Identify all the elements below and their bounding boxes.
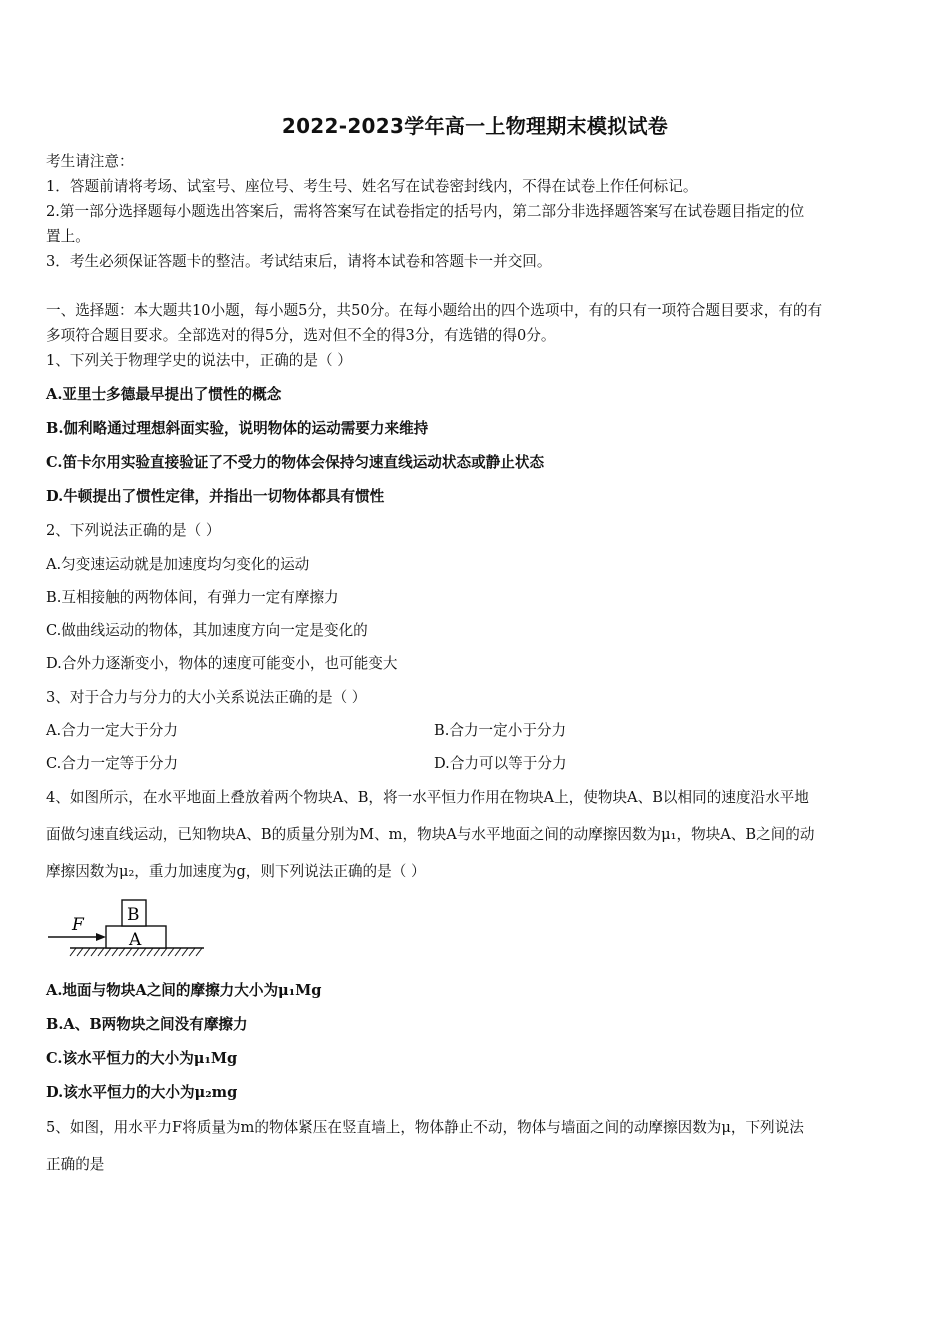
- notice-item-3: 3．考生必须保证答题卡的整洁。考试结束后，请将本试卷和答题卡一并交回。: [46, 253, 552, 270]
- q4-option-b: B.A、B两物块之间没有摩擦力: [46, 1016, 248, 1033]
- q4-option-c: C.该水平恒力的大小为μ₁Mg: [46, 1050, 238, 1067]
- q1-option-b: B.伽利略通过理想斜面实验，说明物体的运动需要力来维持: [46, 420, 429, 437]
- q2-option-b: B.互相接触的两物体间，有弹力一定有摩擦力: [46, 589, 339, 606]
- block-b-label: B: [127, 905, 140, 925]
- notice-item-2-cont: 置上。: [46, 228, 90, 245]
- q1-stem: 1、下列关于物理学史的说法中，正确的是（ ）: [46, 352, 352, 369]
- q3-option-a: A.合力一定大于分力: [46, 722, 178, 739]
- q4-stem-3: 摩擦因数为μ₂，重力加速度为g，则下列说法正确的是（ ）: [46, 863, 426, 880]
- notice-heading: 考生请注意：: [46, 153, 134, 170]
- q3-option-c: C.合力一定等于分力: [46, 755, 179, 772]
- q5-stem-1: 5、如图，用水平力F将质量为m的物体紧压在竖直墙上，物体静止不动，物体与墙面之间的动摩擦因数为μ，下列说法: [46, 1119, 804, 1136]
- block-a-label: A: [129, 930, 142, 950]
- q4-stem-1: 4、如图所示，在水平地面上叠放着两个物块A、B，将一水平恒力作用在物块A上，使物块A、B以相同的速度沿水平地: [46, 789, 809, 806]
- q2-option-a: A.匀变速运动就是加速度均匀变化的运动: [46, 556, 310, 573]
- q2-option-c: C.做曲线运动的物体，其加速度方向一定是变化的: [46, 622, 368, 639]
- q2-option-d: D.合外力逐渐变小，物体的速度可能变小，也可能变大: [46, 655, 398, 672]
- q3-stem: 3、对于合力与分力的大小关系说法正确的是（ ）: [46, 689, 367, 706]
- q4-option-a: A.地面与物块A之间的摩擦力大小为μ₁Mg: [46, 982, 322, 999]
- page-title: 2022-2023学年高一上物理期末模拟试卷: [281, 114, 669, 138]
- section-instructions-2: 多项符合题目要求。全部选对的得5分，选对但不全的得3分，有选错的得0分。: [46, 327, 556, 344]
- q4-figure-blocks: [46, 896, 216, 962]
- notice-item-2: 2.第一部分选择题每小题选出答案后，需将答案写在试卷指定的括号内，第二部分非选择题答案写在试卷题目指定的位: [46, 203, 805, 220]
- q3-option-d: D.合力可以等于分力: [434, 755, 567, 772]
- force-label: F: [72, 915, 84, 935]
- notice-item-1: 1．答题前请将考场、试室号、座位号、考生号、姓名写在试卷密封线内，不得在试卷上作任何标记。: [46, 178, 698, 195]
- q4-stem-2: 面做匀速直线运动，已知物块A、B的质量分别为M、m，物块A与水平地面之间的动摩擦因数为μ₁，物块A、B之间的动: [46, 826, 815, 843]
- q3-option-b: B.合力一定小于分力: [434, 722, 567, 739]
- q1-option-d: D.牛顿提出了惯性定律，并指出一切物体都具有惯性: [46, 488, 385, 505]
- section-instructions-1: 一、选择题：本大题共10小题，每小题5分，共50分。在每小题给出的四个选项中，有的只有一项符合题目要求，有的有: [46, 302, 823, 319]
- q2-stem: 2、下列说法正确的是（ ）: [46, 522, 221, 539]
- q5-stem-2: 正确的是: [46, 1156, 105, 1173]
- q1-option-a: A.亚里士多德最早提出了惯性的概念: [46, 386, 282, 403]
- q4-option-d: D.该水平恒力的大小为μ₂mg: [46, 1084, 238, 1101]
- q1-option-c: C.笛卡尔用实验直接验证了不受力的物体会保持匀速直线运动状态或静止状态: [46, 454, 545, 471]
